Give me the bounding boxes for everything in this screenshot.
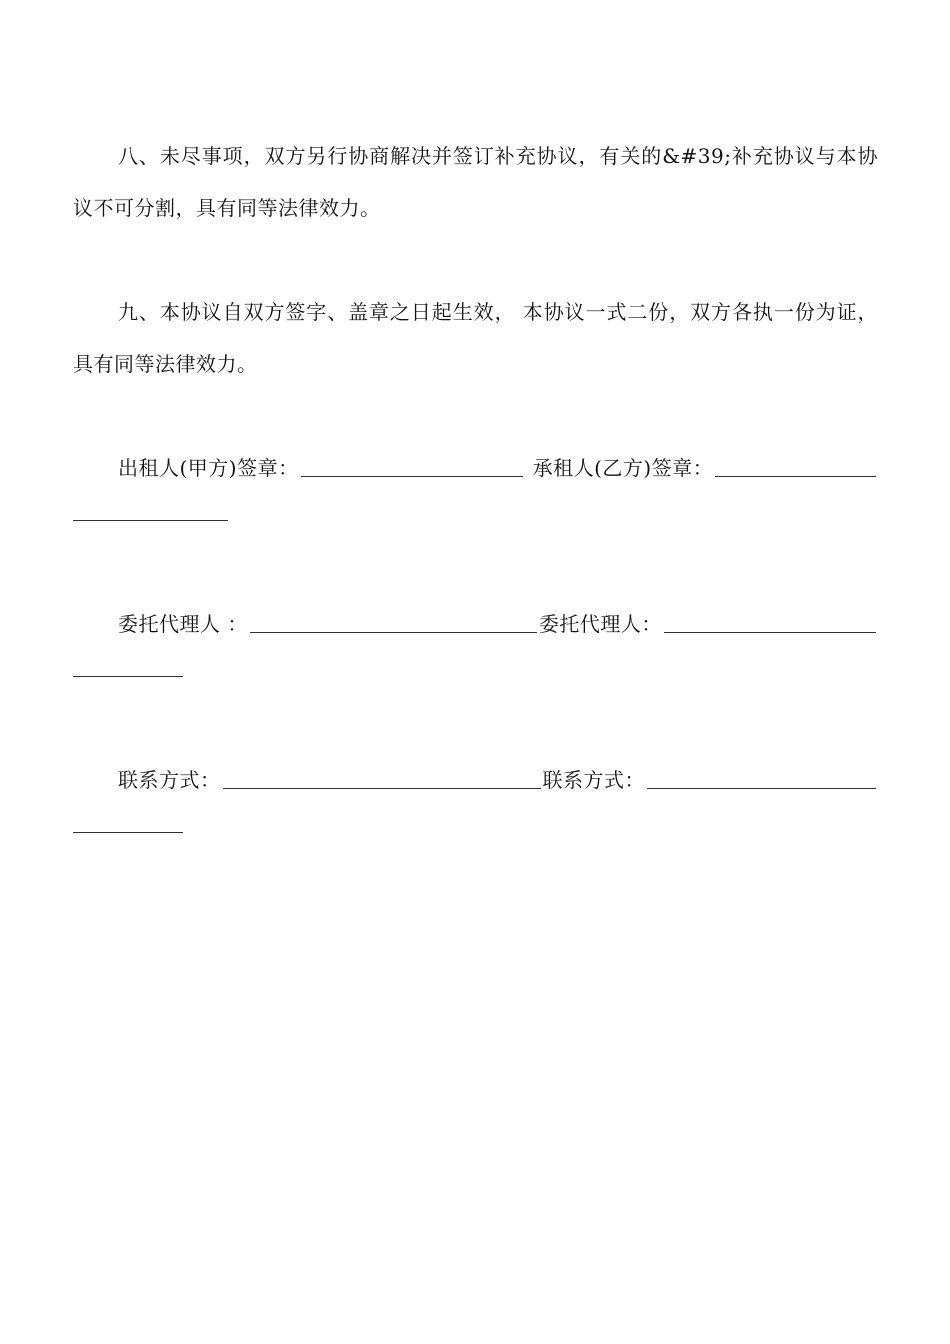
signature-row-parties-continuation — [73, 494, 878, 546]
contact-right-line[interactable] — [647, 774, 876, 789]
lessee-signature-line-continued[interactable] — [73, 520, 228, 521]
contact-right-line-continued[interactable] — [73, 832, 183, 833]
agent-right-label: 委托代理人： — [538, 612, 662, 636]
contact-left-label: 联系方式： — [118, 768, 221, 792]
agent-right-line-continued[interactable] — [73, 676, 183, 677]
lessee-signature-label: 承租人(乙方)签章： — [532, 456, 714, 480]
signature-section — [73, 442, 878, 858]
signature-row-contacts — [73, 754, 878, 806]
lessor-signature-line[interactable] — [301, 462, 523, 477]
agent-left-label: 委托代理人 ： — [118, 612, 248, 636]
contact-right-label: 联系方式： — [542, 768, 645, 792]
agent-left-line[interactable] — [250, 618, 537, 633]
clause-8: 八、未尽事项，双方另行协商解决并签订补充协议，有关的&#39;补充协议与本协议不可分割，具有同等法律效力。 — [73, 144, 878, 220]
contact-left-line[interactable] — [223, 774, 541, 789]
signature-row-agents — [73, 598, 878, 650]
document-body — [73, 130, 878, 858]
lessee-signature-line[interactable] — [715, 462, 876, 477]
lessor-signature-label: 出租人(甲方)签章： — [118, 456, 299, 480]
clause-9: 九、本协议自双方签字、盖章之日起生效， 本协议一式二份，双方各执一份为证，具有同等法律效力。 — [73, 300, 878, 376]
agent-right-line[interactable] — [664, 618, 876, 633]
signature-row-agents-continuation — [73, 650, 878, 702]
signature-row-contacts-continuation — [73, 806, 878, 858]
signature-row-parties — [73, 442, 878, 494]
